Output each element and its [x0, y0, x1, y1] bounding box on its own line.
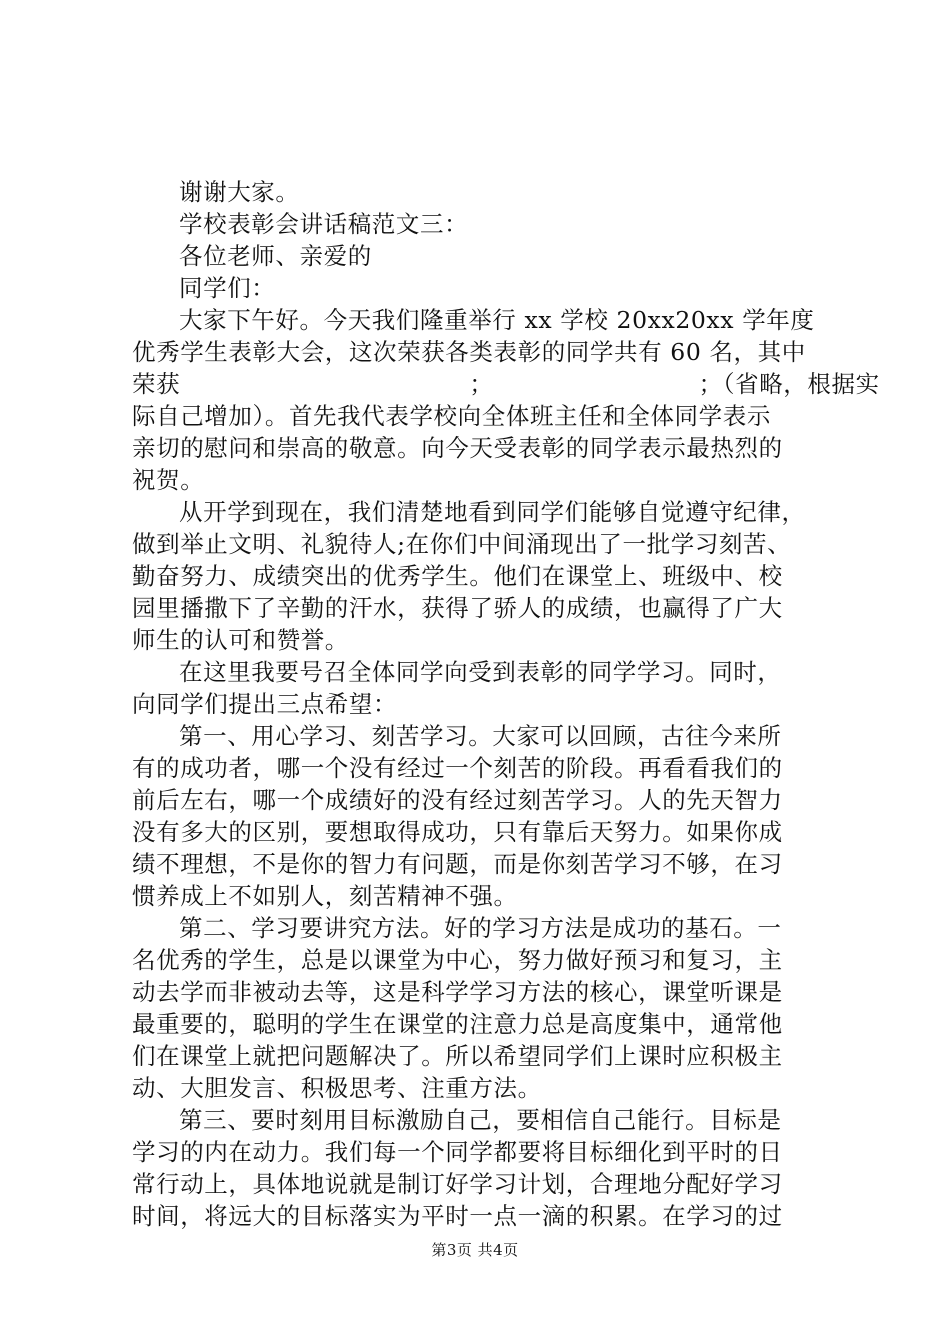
text-line: 惯养成上不如别人，刻苦精神不强。: [132, 882, 518, 910]
text-line: 祝贺。: [132, 466, 205, 494]
body-text: [132, 176, 880, 1232]
text-line: 勤奋努力、成绩突出的优秀学生。他们在课堂上、班级中、校: [132, 562, 783, 590]
text-line: 第二、学习要讲究方法。好的学习方法是成功的基石。一: [179, 914, 782, 942]
text-line: 师生的认可和赞誉。: [132, 626, 349, 654]
text-line: 大家下午好。今天我们隆重举行 xx 学校 20xx20xx 学年度: [179, 306, 815, 334]
text-line: 际自己增加）。首先我代表学校向全体班主任和全体同学表示: [132, 402, 771, 430]
text-line: 同学们：: [179, 274, 276, 302]
page-footer: 第3页 共4页: [431, 1241, 519, 1259]
text-line: 亲切的慰问和崇高的敬意。向今天受表彰的同学表示最热烈的: [132, 434, 783, 462]
text-line: 荣获 ； ；（省略，根据实: [132, 370, 880, 398]
text-line: 各位老师、亲爱的: [179, 242, 372, 270]
text-line: 动、大胆发言、积极思考、注重方法。: [132, 1074, 542, 1102]
text-line: 名优秀的学生，总是以课堂为中心，努力做好预习和复习，主: [132, 946, 783, 974]
text-line: 没有多大的区别，要想取得成功，只有靠后天努力。如果你成: [132, 818, 783, 846]
text-line: 第三、要时刻用目标激励自己，要相信自己能行。目标是: [179, 1106, 782, 1134]
text-line: 时间，将远大的目标落实为平时一点一滴的积累。在学习的过: [132, 1202, 783, 1230]
text-line: 绩不理想，不是你的智力有问题，而是你刻苦学习不够，在习: [132, 850, 783, 878]
text-line: 们在课堂上就把问题解决了。所以希望同学们上课时应积极主: [132, 1042, 783, 1070]
text-line: 谢谢大家。: [179, 178, 300, 206]
text-line: 园里播撒下了辛勤的汗水，获得了骄人的成绩，也赢得了广大: [132, 594, 783, 622]
text-line: 做到举止文明、礼貌待人;在你们中间涌现出了一批学习刻苦、: [132, 530, 792, 558]
text-line: 第一、用心学习、刻苦学习。大家可以回顾，古往今来所: [179, 722, 782, 750]
text-line: 学习的内在动力。我们每一个同学都要将目标细化到平时的日: [132, 1138, 783, 1166]
text-line: 常行动上，具体地说就是制订好学习计划，合理地分配好学习: [132, 1170, 783, 1198]
text-line: 前后左右，哪一个成绩好的没有经过刻苦学习。人的先天智力: [132, 786, 783, 814]
text-line: 在这里我要号召全体同学向受到表彰的同学学习。同时，: [179, 658, 782, 686]
text-line: 向同学们提出三点希望：: [132, 690, 398, 718]
text-line: 学校表彰会讲话稿范文三：: [179, 210, 469, 238]
text-line: 最重要的，聪明的学生在课堂的注意力总是高度集中，通常他: [132, 1010, 783, 1038]
text-line: 从开学到现在，我们清楚地看到同学们能够自觉遵守纪律，: [179, 498, 806, 526]
text-line: 动去学而非被动去等，这是科学学习方法的核心，课堂听课是: [132, 978, 783, 1006]
text-line: 有的成功者，哪一个没有经过一个刻苦的阶段。再看看我们的: [132, 754, 783, 782]
text-line: 优秀学生表彰大会，这次荣获各类表彰的同学共有 60 名，其中: [132, 338, 806, 366]
